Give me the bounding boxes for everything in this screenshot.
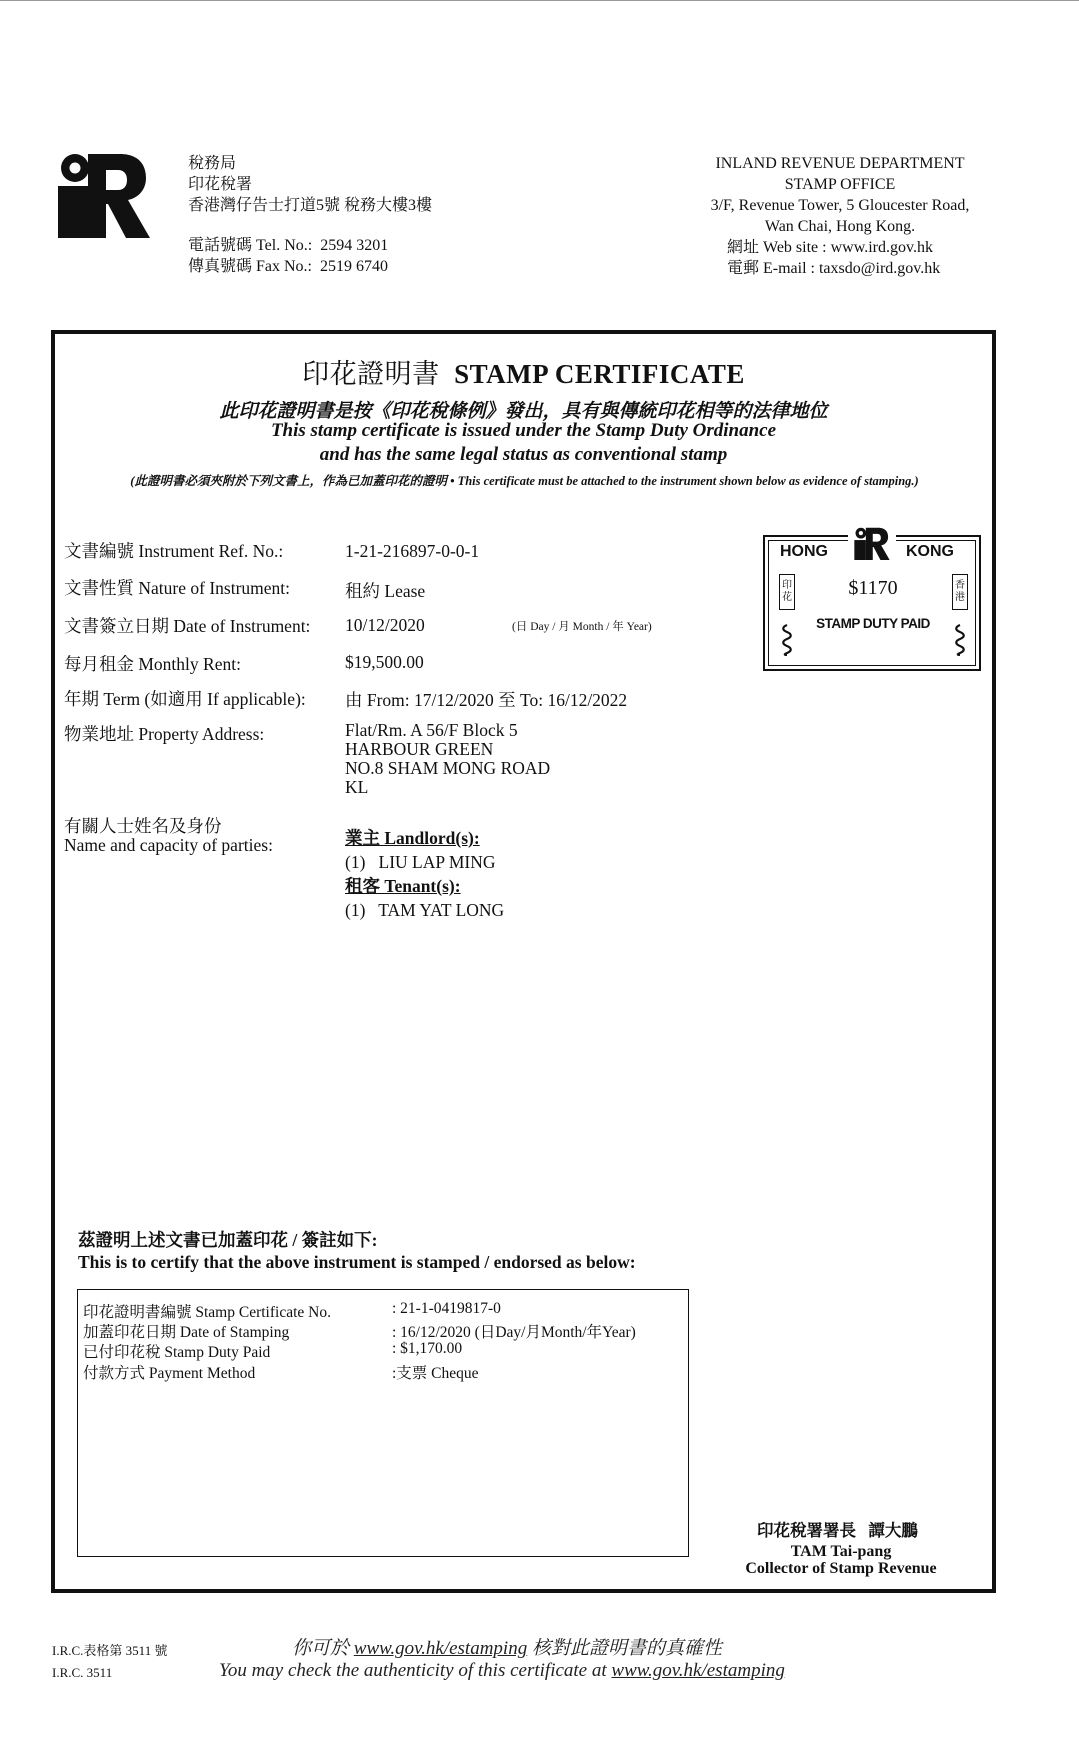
attachment-note: (此證明書必須夾附於下列文書上，作為已加蓋印花的證明 • This certificate must be attached to the instrument shown below as evidence of stamping.) <box>130 474 919 488</box>
stamp-ird-logo <box>853 527 891 560</box>
rent-label: 每月租金 Monthly Rent: <box>64 654 241 674</box>
title-en: STAMP CERTIFICATE <box>454 359 745 389</box>
subtitle-en-2: and has the same legal status as conventional stamp <box>319 444 728 465</box>
estamping-link-en[interactable]: www.gov.hk/estamping <box>611 1660 785 1681</box>
header-dept-en: INLAND REVENUE DEPARTMENT <box>715 155 965 172</box>
parties-list <box>345 826 504 922</box>
header-right-address <box>680 153 1000 279</box>
certificate-title <box>51 352 996 391</box>
header-dept-zh: 稅務局 <box>188 155 237 172</box>
cert-no-value: : 21-1-0419817-0 <box>392 1300 501 1317</box>
fax-value: 2519 6740 <box>320 258 389 275</box>
parties-label <box>64 817 273 855</box>
stamping-date-label: 加蓋印花日期 Date of Stamping <box>83 1324 290 1341</box>
header-address-zh: 香港灣仔告士打道5號 稅務大樓3樓 <box>188 197 433 214</box>
fax-label: 傳真號碼 Fax No.: <box>188 258 313 275</box>
header-address-en-1: 3/F, Revenue Tower, 5 Gloucester Road, <box>710 197 970 214</box>
stamp-coil-left-icon <box>781 624 793 656</box>
collector-title-en: Collector of Stamp Revenue <box>745 1560 937 1577</box>
tenant-heading: 租客 Tenant(s): <box>345 876 461 896</box>
address-line-3: NO.8 SHAM MONG ROAD <box>345 758 551 778</box>
date-label: 文書簽立日期 Date of Instrument: <box>64 616 311 636</box>
nature-value: 租約 Lease <box>345 581 426 601</box>
form-number <box>52 1640 167 1684</box>
authenticity-note-zh <box>292 1633 722 1660</box>
stamp-coil-right-icon <box>954 624 966 656</box>
ird-logo <box>58 152 150 238</box>
stamp-paid-text: STAMP DUTY PAID <box>816 616 930 631</box>
date-value: 10/12/2020 <box>345 615 425 635</box>
payment-method-value: :支票 Cheque <box>392 1365 479 1382</box>
stamp-hong: HONG <box>780 543 828 560</box>
certify-line-en: This is to certify that the above instrument is stamped / endorsed as below: <box>78 1252 636 1272</box>
tel-label: 電話號碼 Tel. No.: <box>188 237 313 254</box>
collector-signature-block <box>720 1543 962 1577</box>
subtitle-zh: 此印花證明書是按《印花稅條例》發出，具有與傳統印花相等的法律地位 <box>219 401 828 422</box>
form-number-en: I.R.C. 3511 <box>52 1665 113 1680</box>
authenticity-en-pre: You may check the authenticity of this certificate at <box>219 1660 612 1681</box>
header-address-en-2: Wan Chai, Hong Kong. <box>764 218 916 235</box>
form-number-zh: I.R.C.表格第 3511 號 <box>52 1643 168 1658</box>
cert-no-label: 印花證明書編號 Stamp Certificate No. <box>83 1304 331 1321</box>
address-line-1: Flat/Rm. A 56/F Block 5 <box>345 720 518 740</box>
address-value <box>345 721 550 797</box>
collector-title-zh: 印花稅署署長 譚大鵬 <box>757 1521 918 1540</box>
landlord-name: (1) LIU LAP MING <box>345 852 496 872</box>
authenticity-zh-pre: 你可於 <box>292 1638 354 1659</box>
email-line[interactable]: 電郵 E-mail : taxsdo@ird.gov.hk <box>727 260 941 277</box>
authenticity-zh-post: 核對此證明書的真確性 <box>527 1638 722 1659</box>
address-line-4: KL <box>345 777 369 797</box>
rent-value: $19,500.00 <box>345 652 424 672</box>
collector-name-en: TAM Tai-pang <box>790 1543 892 1560</box>
address-line-2: HARBOUR GREEN <box>345 739 494 759</box>
tel-line <box>188 235 432 256</box>
duty-paid-value: : $1,170.00 <box>392 1340 463 1357</box>
header-left-address <box>188 153 432 277</box>
parties-label-en: Name and capacity of parties: <box>64 835 273 855</box>
website-line[interactable]: 網址 Web site : www.ird.gov.hk <box>727 239 933 256</box>
top-rule <box>0 0 1079 1</box>
ref-label: 文書編號 Instrument Ref. No.: <box>64 541 284 561</box>
tel-value: 2594 3201 <box>320 237 389 254</box>
authenticity-note-en <box>219 1660 785 1682</box>
stamp-chop-left: 印花 <box>779 574 795 610</box>
landlord-heading: 業主 Landlord(s): <box>345 828 480 848</box>
payment-method-label: 付款方式 Payment Method <box>83 1365 256 1382</box>
fax-line <box>188 256 432 277</box>
ref-value: 1-21-216897-0-0-1 <box>345 541 480 561</box>
header-office-en: STAMP OFFICE <box>784 176 896 193</box>
stamp-chop-right: 香港 <box>952 574 968 610</box>
stamping-date-value: : 16/12/2020 (日Day/月Month/年Year) <box>392 1324 636 1341</box>
address-label: 物業地址 Property Address: <box>64 724 265 744</box>
stamp-kong: KONG <box>906 543 954 560</box>
certify-line-zh: 茲證明上述文書已加蓋印花 / 簽註如下: <box>78 1230 378 1250</box>
date-format-note: (日 Day / 月 Month / 年 Year) <box>512 621 652 633</box>
title-zh: 印花證明書 <box>302 359 440 389</box>
nature-label: 文書性質 Nature of Instrument: <box>64 578 290 598</box>
duty-paid-label: 已付印花稅 Stamp Duty Paid <box>83 1344 271 1361</box>
stamp-amount: $1170 <box>848 577 898 599</box>
term-label: 年期 Term (如適用 If applicable): <box>64 689 306 709</box>
estamping-link-zh[interactable]: www.gov.hk/estamping <box>353 1638 528 1659</box>
subtitle-en-1: This stamp certificate is issued under the Stamp Duty Ordinance <box>270 420 777 441</box>
term-value: 由 From: 17/12/2020 至 To: 16/12/2022 <box>345 690 628 710</box>
header-office-zh: 印花稅署 <box>188 176 253 193</box>
tenant-name: (1) TAM YAT LONG <box>345 900 505 920</box>
parties-label-zh: 有關人士姓名及身份 <box>64 816 222 836</box>
